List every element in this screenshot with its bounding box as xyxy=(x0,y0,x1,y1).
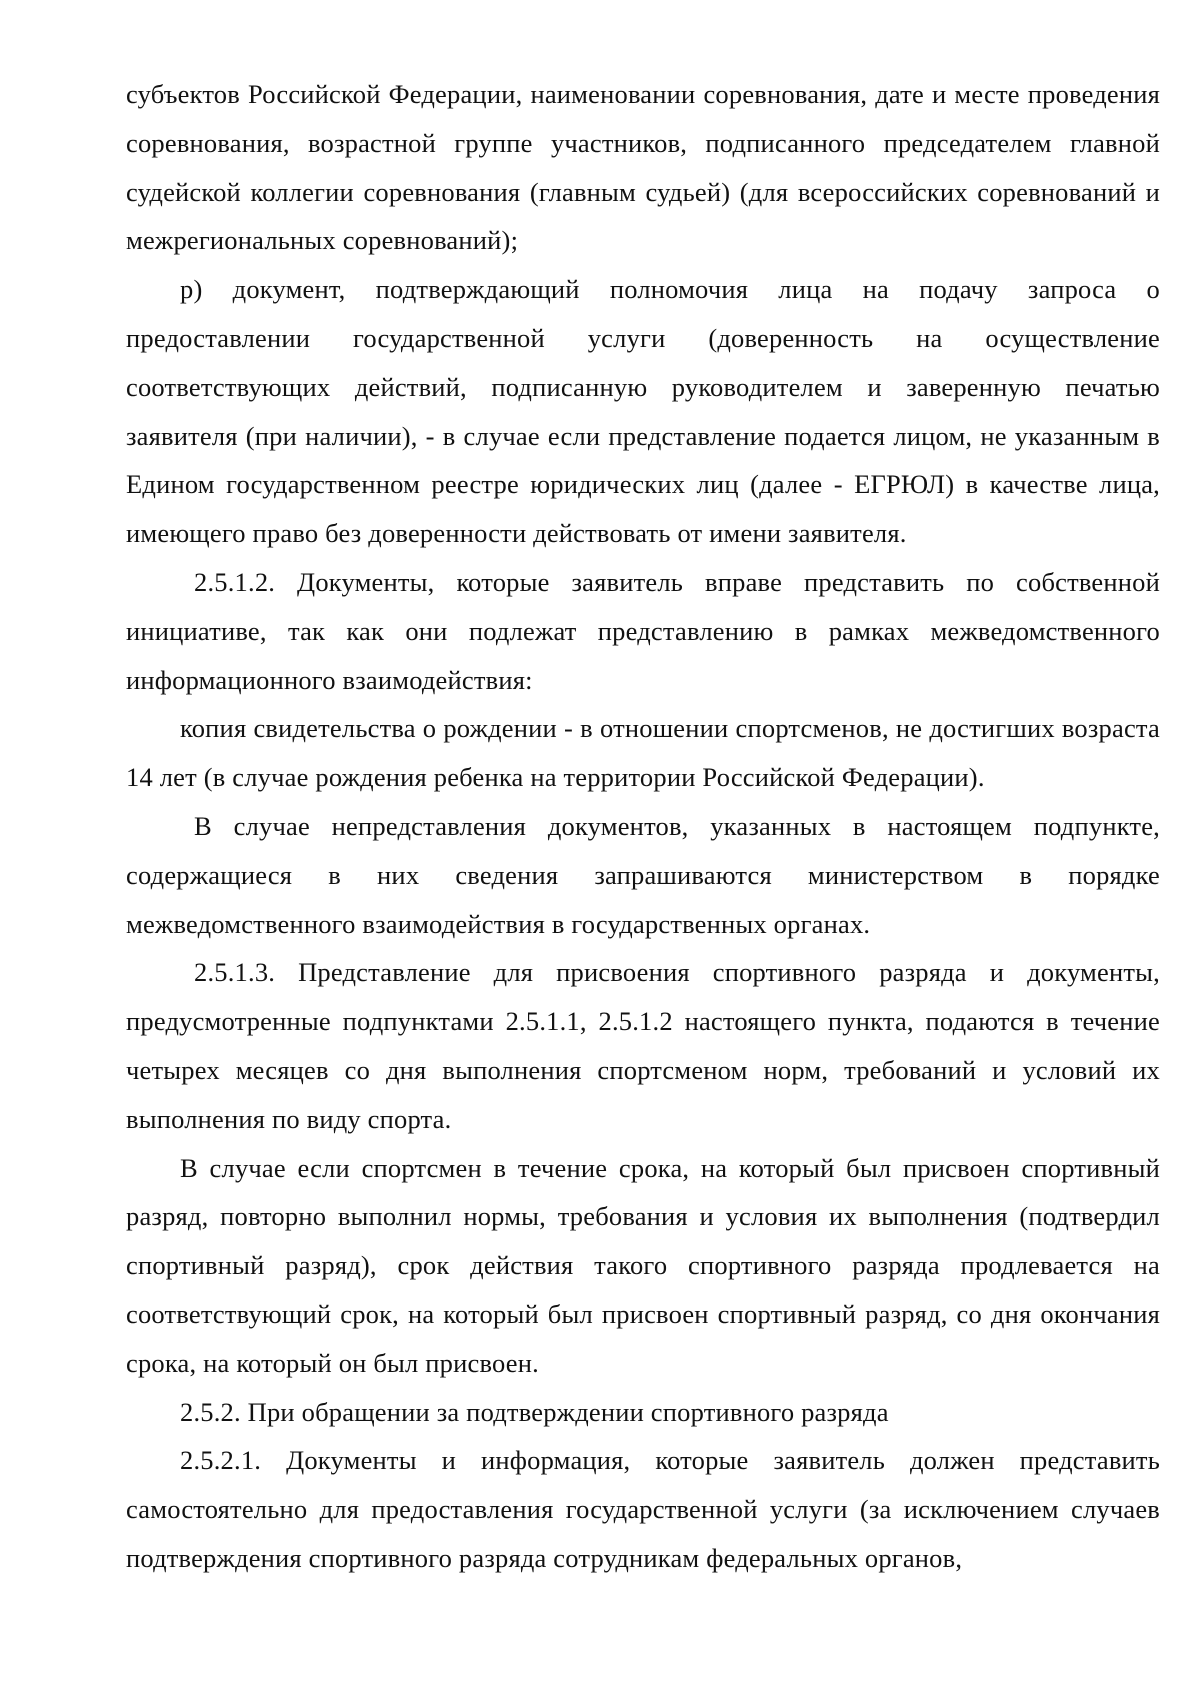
paragraph-2-5-2-1: 2.5.2.1. Документы и информация, которые заявитель должен представить самостоятельно для предоставления государственной услуги (за исключением случаев подтверждения спортивного разряда сотрудникам федеральных органов, xyxy=(126,1445,1160,1573)
paragraph-rank-extension: В случае если спортсмен в течение срока, на который был присвоен спортивный разряд, повторно выполнил нормы, требования и условия их выполнения (подтвердил спортивный разряд), срок действия такого спортивного разряда продлевается на соответствующий срок, на который был присвоен спортивный разряд, со дня окончания срока, на который он был присвоен. xyxy=(126,1152,1160,1378)
paragraph-birth-certificate: копия свидетельства о рождении - в отношении спортсменов, не достигших возраста 14 лет (в случае рождения ребенка на территории Российской Федерации). xyxy=(126,713,1160,793)
paragraph-item-r: р) документ, подтверждающий полномочия лица на подачу запроса о предоставлении государственной услуги (доверенность на осуществление соответствующих действий, подписанную руководителем и заверенную печатью заявителя (при наличии), - в случае если представление подается лицом, не указанным в Едином государственном реестре юридических лиц (далее - ЕГРЮЛ) в качестве лица, имеющего право без доверенности действовать от имени заявителя. xyxy=(126,274,1160,549)
paragraph-2-5-2: 2.5.2. При обращении за подтверждении спортивного разряда xyxy=(180,1396,889,1427)
paragraph-2-5-1-3: 2.5.1.3. Представление для присвоения спортивного разряда и документы, предусмотренные подпунктами 2.5.1.1, 2.5.1.2 настоящего пункта, подаются в течение четырех месяцев со дня выполнения спортсменом норм, требований и условий их выполнения по виду спорта. xyxy=(126,957,1160,1134)
paragraph-non-submission: В случае непредставления документов, указанных в настоящем подпункте, содержащиеся в них сведения запрашиваются министерством в порядке межведомственного взаимодействия в государственных органах. xyxy=(126,810,1160,939)
paragraph-2-5-1-2: 2.5.1.2. Документы, которые заявитель вправе представить по собственной инициативе, так как они подлежат представлению в рамках межведомственного информационного взаимодействия: xyxy=(126,566,1160,695)
document-body xyxy=(126,70,1160,1583)
paragraph-continuation: субъектов Российской Федерации, наименовании соревнования, дате и месте проведения соревнования, возрастной группе участников, подписанного председателем главной судейской коллегии соревнования (главным судьей) (для всероссийских соревнований и межрегиональных соревнований); xyxy=(126,79,1160,256)
